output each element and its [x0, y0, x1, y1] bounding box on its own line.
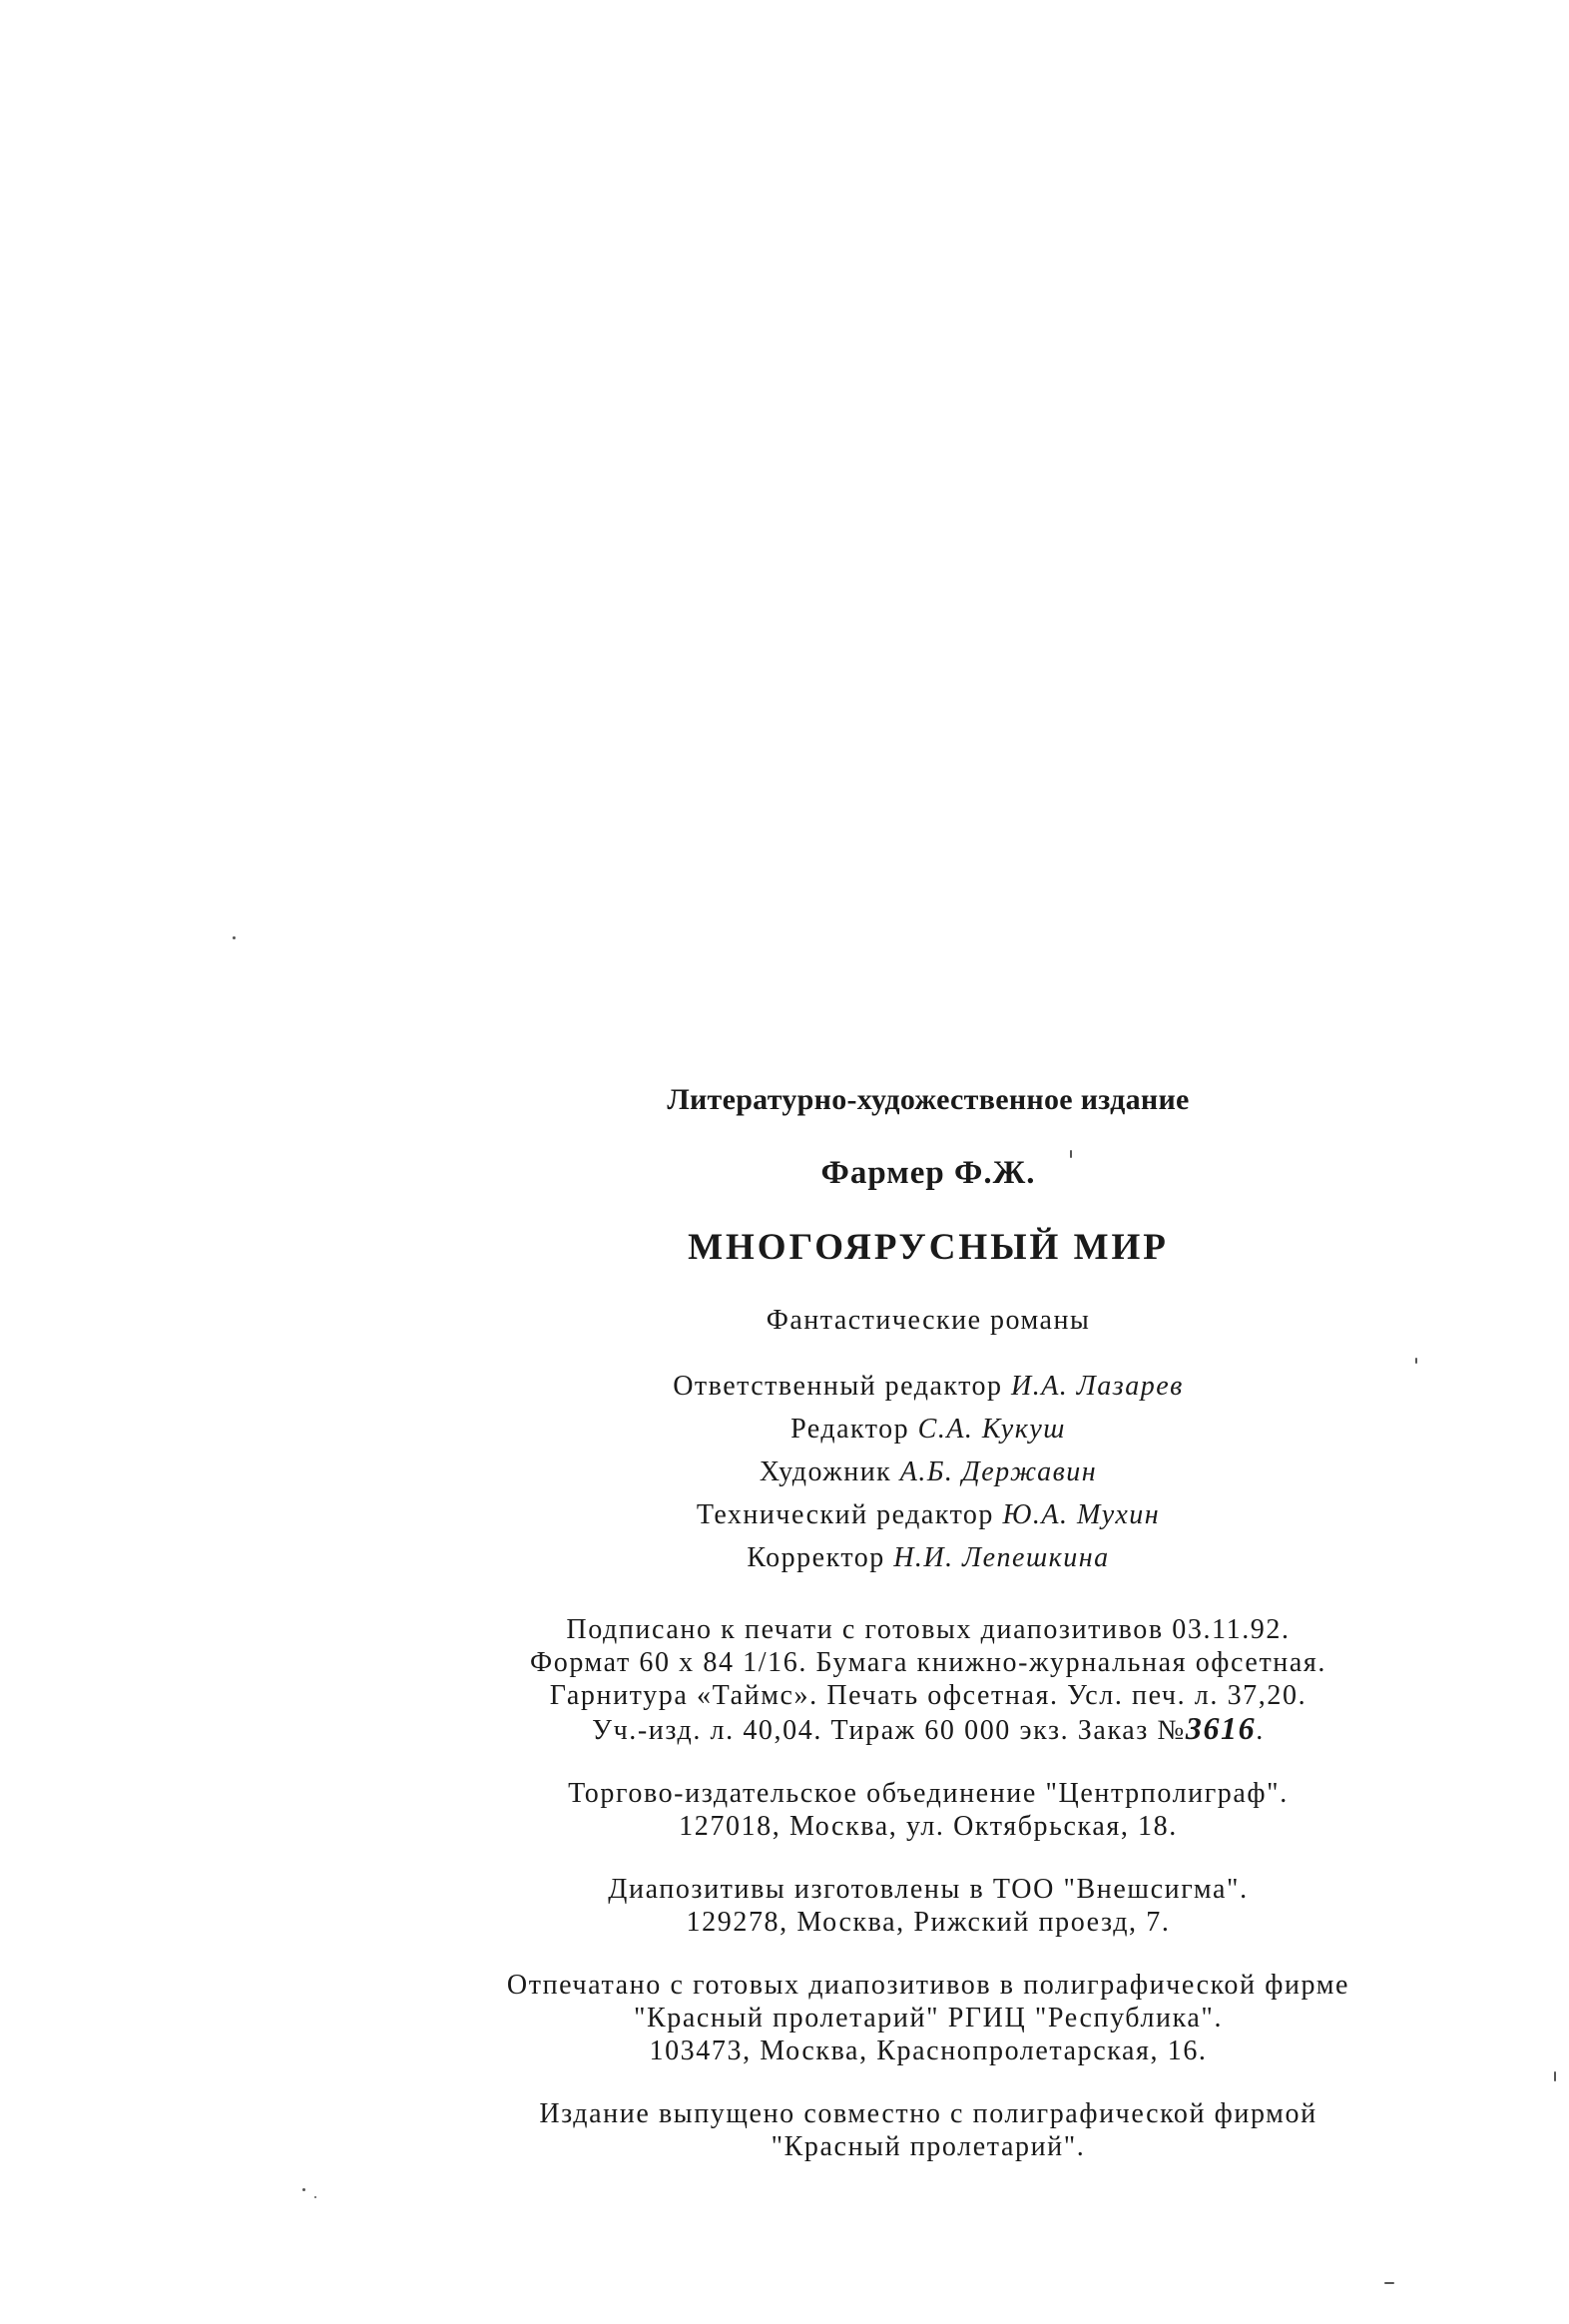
order-number-handwritten: 3616 — [1185, 1710, 1257, 1746]
genre-label: Фантастические романы — [766, 1305, 1091, 1336]
credit-role: Ответственный редактор — [673, 1371, 1003, 1402]
series-label: Литературно-художественное издание — [667, 1083, 1190, 1116]
credit-proofreader — [379, 1536, 1477, 1579]
publisher-address: 127018, Москва, ул. Октябрьская, 18. — [679, 1811, 1178, 1842]
credit-technical-editor — [379, 1493, 1477, 1536]
slides-line: Диапозитивы изготовлены в ТОО "Внешсигма". — [608, 1874, 1249, 1905]
credit-artist — [379, 1451, 1477, 1493]
scan-speck — [302, 2188, 305, 2191]
credit-role: Технический редактор — [696, 1499, 994, 1530]
credit-role: Корректор — [747, 1542, 885, 1573]
print-run-text: Уч.-изд. л. 40,04. Тираж 60 000 экз. Заказ № — [592, 1715, 1186, 1746]
scan-speck — [1554, 2071, 1556, 2081]
credit-name: Н.И. Лепешкина — [893, 1542, 1110, 1573]
credit-name: С.А. Кукуш — [917, 1414, 1066, 1445]
printer-name: "Красный пролетарий" РГИЦ "Республика". — [633, 2003, 1224, 2034]
credit-name: И.А. Лазарев — [1010, 1371, 1184, 1402]
author-name: Фармер Ф.Ж. — [820, 1155, 1036, 1191]
joint-edition-line: Издание выпущено совместно с полиграфической фирмой — [539, 2098, 1317, 2129]
print-details — [379, 1613, 1477, 1747]
printer-info — [379, 1969, 1477, 2067]
credit-responsible-editor — [379, 1365, 1477, 1408]
print-details-line — [379, 1712, 1477, 1747]
printer-address: 103473, Москва, Краснопролетарская, 16. — [649, 2035, 1208, 2066]
slides-address: 129278, Москва, Рижский проезд, 7. — [686, 1907, 1171, 1938]
scan-speck — [233, 936, 236, 939]
publisher-info — [379, 1777, 1477, 1843]
credit-name: А.Б. Державин — [899, 1456, 1098, 1487]
print-details-line: Формат 60 x 84 1/16. Бумага книжно-журнальная офсетная. — [530, 1647, 1326, 1678]
print-details-line: Подписано к печати с готовых диапозитивов 03.11.92. — [566, 1614, 1291, 1645]
credits-list — [379, 1365, 1477, 1579]
credit-name: Ю.А. Мухин — [1002, 1499, 1161, 1530]
print-details-line: Гарнитура «Таймс». Печать офсетная. Усл. печ. л. 37,20. — [549, 1680, 1308, 1711]
joint-edition-info — [379, 2097, 1477, 2163]
printer-line: Отпечатано с готовых диапозитивов в полиграфической фирме — [506, 1970, 1350, 2001]
publisher-line: Торгово-издательское объединение "Центрполиграф". — [568, 1778, 1289, 1809]
colophon — [379, 1083, 1477, 2193]
book-title: МНОГОЯРУСНЫЙ МИР — [688, 1227, 1169, 1268]
credit-role: Редактор — [790, 1414, 910, 1445]
credit-role: Художник — [759, 1456, 892, 1487]
credit-editor — [379, 1408, 1477, 1451]
print-run-end: . — [1256, 1715, 1265, 1746]
slides-info — [379, 1873, 1477, 1939]
scan-speck — [1384, 2282, 1394, 2284]
scan-speck — [314, 2196, 316, 2198]
joint-edition-partner: "Красный пролетарий". — [771, 2131, 1086, 2162]
